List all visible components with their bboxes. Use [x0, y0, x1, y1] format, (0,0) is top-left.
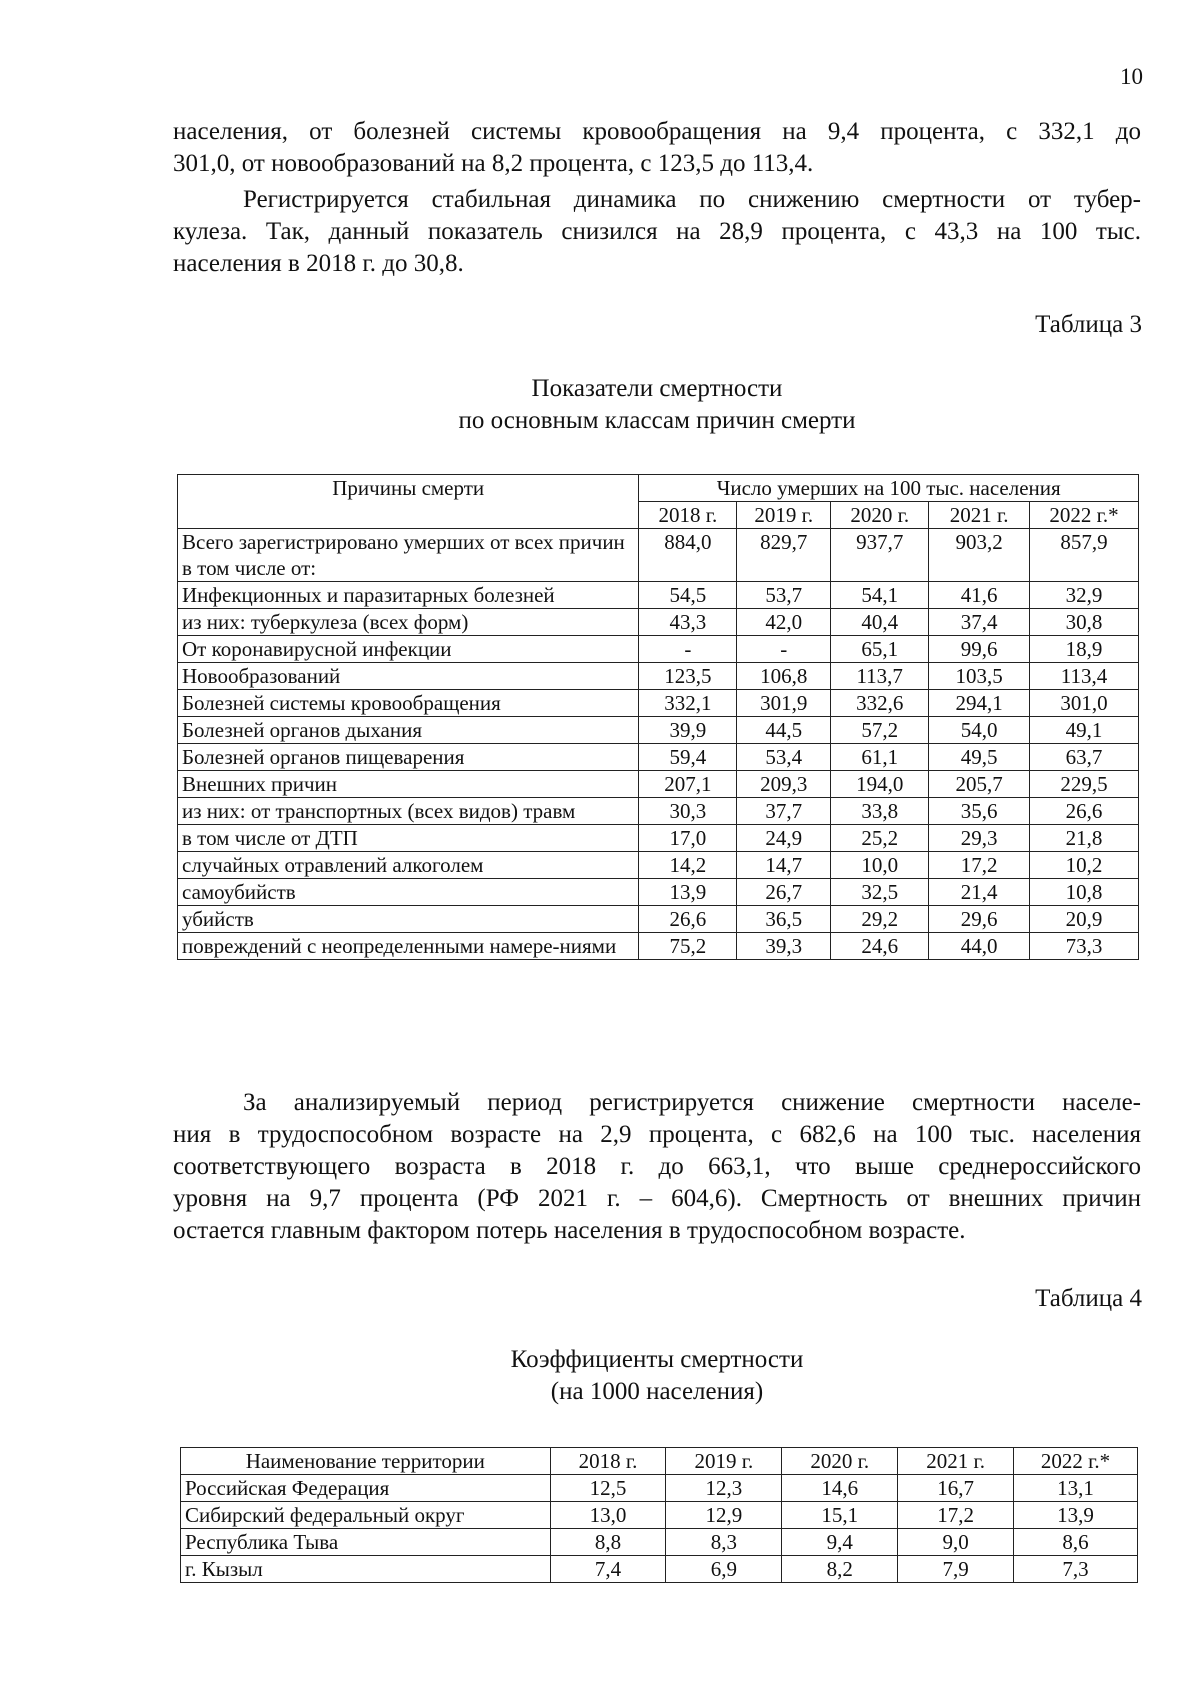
- value-cell: 36,5: [737, 906, 831, 933]
- header-group: Число умерших на 100 тыс. населения: [639, 475, 1139, 502]
- title-line: Показатели смертности: [531, 375, 783, 402]
- cause-name: самоубийств: [178, 879, 639, 906]
- value-cell: 17,2: [929, 852, 1030, 879]
- cause-name: из них: туберкулеза (всех форм): [178, 609, 639, 636]
- cause-name: Инфекционных и паразитарных болезней: [178, 582, 639, 609]
- value-cell: 8,2: [782, 1556, 898, 1583]
- value-cell: 209,3: [737, 771, 831, 798]
- table-row: [178, 798, 1139, 825]
- value-cell: 17,2: [898, 1502, 1014, 1529]
- value-cell: 49,5: [929, 744, 1030, 771]
- value-cell: 61,1: [831, 744, 929, 771]
- year-header: 2021 г.: [929, 502, 1030, 529]
- table-3-title: [173, 373, 1141, 437]
- table-row: [178, 933, 1139, 960]
- table-4-label: Таблица 4: [1035, 1285, 1142, 1312]
- table-row: [178, 906, 1139, 933]
- value-cell: 7,4: [550, 1556, 666, 1583]
- cause-name: в том числе от ДТП: [178, 825, 639, 852]
- table-row: [178, 609, 1139, 636]
- value-cell: 8,3: [666, 1529, 782, 1556]
- value-cell: 7,9: [898, 1556, 1014, 1583]
- table-4-title: [173, 1344, 1141, 1408]
- value-cell: 30,3: [639, 798, 737, 825]
- paragraph-line: остается главным фактором потерь населения в трудоспособном возрасте.: [173, 1217, 966, 1244]
- value-cell: 903,2: [929, 529, 1030, 582]
- value-cell: 16,7: [898, 1475, 1014, 1502]
- value-cell: 54,5: [639, 582, 737, 609]
- value-cell: 37,7: [737, 798, 831, 825]
- paragraph-line: уровня на 9,7 процента (РФ 2021 г. – 604,6). Смертность от внешних причин: [173, 1185, 1141, 1212]
- year-header: 2018 г.: [550, 1448, 666, 1475]
- value-cell: 884,0: [639, 529, 737, 582]
- table-row: [178, 771, 1139, 798]
- value-cell: 301,0: [1030, 690, 1139, 717]
- value-cell: 301,9: [737, 690, 831, 717]
- value-cell: 35,6: [929, 798, 1030, 825]
- value-cell: 10,0: [831, 852, 929, 879]
- value-cell: 12,9: [666, 1502, 782, 1529]
- value-cell: 21,8: [1030, 825, 1139, 852]
- year-header: 2019 г.: [666, 1448, 782, 1475]
- value-cell: -: [737, 636, 831, 663]
- value-cell: 106,8: [737, 663, 831, 690]
- cause-name: Новообразований: [178, 663, 639, 690]
- table-row: [178, 744, 1139, 771]
- value-cell: 294,1: [929, 690, 1030, 717]
- value-cell: 103,5: [929, 663, 1030, 690]
- value-cell: 332,1: [639, 690, 737, 717]
- value-cell: 207,1: [639, 771, 737, 798]
- value-cell: 44,5: [737, 717, 831, 744]
- year-header: 2020 г.: [831, 502, 929, 529]
- table-row: [178, 529, 1139, 582]
- value-cell: 194,0: [831, 771, 929, 798]
- value-cell: 21,4: [929, 879, 1030, 906]
- value-cell: 26,6: [639, 906, 737, 933]
- cause-name: Внешних причин: [178, 771, 639, 798]
- value-cell: 49,1: [1030, 717, 1139, 744]
- cause-name: Болезней органов пищеварения: [178, 744, 639, 771]
- page-number: 10: [1120, 64, 1143, 89]
- value-cell: 53,4: [737, 744, 831, 771]
- value-cell: 18,9: [1030, 636, 1139, 663]
- value-cell: 14,6: [782, 1475, 898, 1502]
- value-cell: 65,1: [831, 636, 929, 663]
- value-cell: 8,6: [1014, 1529, 1138, 1556]
- table-row: [178, 879, 1139, 906]
- year-header: 2018 г.: [639, 502, 737, 529]
- title-line: (на 1000 населения): [550, 1378, 764, 1405]
- value-cell: 53,7: [737, 582, 831, 609]
- value-cell: 37,4: [929, 609, 1030, 636]
- value-cell: 24,6: [831, 933, 929, 960]
- value-cell: 332,6: [831, 690, 929, 717]
- value-cell: 39,9: [639, 717, 737, 744]
- value-cell: 17,0: [639, 825, 737, 852]
- table-row: [178, 636, 1139, 663]
- table-3-label: Таблица 3: [1035, 311, 1142, 338]
- value-cell: 43,3: [639, 609, 737, 636]
- value-cell: 20,9: [1030, 906, 1139, 933]
- paragraph-line: населения, от болезней системы кровообращения на 9,4 процента, с 332,1 до: [173, 118, 1141, 145]
- paragraph-2: [173, 184, 1141, 280]
- table-row: [178, 852, 1139, 879]
- paragraph-line: 301,0, от новообразований на 8,2 процента, с 123,5 до 113,4.: [173, 150, 814, 177]
- header-causes: Причины смерти: [178, 475, 639, 529]
- value-cell: 113,7: [831, 663, 929, 690]
- value-cell: 14,7: [737, 852, 831, 879]
- title-line: Коэффициенты смертности: [510, 1346, 804, 1373]
- territory-name: Республика Тыва: [181, 1529, 551, 1556]
- value-cell: 59,4: [639, 744, 737, 771]
- paragraph-line: За анализируемый период регистрируется снижение смертности населе-: [243, 1089, 1141, 1116]
- table-row: [181, 1556, 1138, 1583]
- value-cell: 205,7: [929, 771, 1030, 798]
- value-cell: 9,0: [898, 1529, 1014, 1556]
- value-cell: 54,1: [831, 582, 929, 609]
- year-header: 2022 г.*: [1014, 1448, 1138, 1475]
- value-cell: 857,9: [1030, 529, 1139, 582]
- paragraph-3: [173, 1087, 1141, 1247]
- table-row: [178, 582, 1139, 609]
- value-cell: 30,8: [1030, 609, 1139, 636]
- value-cell: 73,3: [1030, 933, 1139, 960]
- value-cell: 41,6: [929, 582, 1030, 609]
- year-header: 2019 г.: [737, 502, 831, 529]
- cause-name: убийств: [178, 906, 639, 933]
- paragraph-line: Регистрируется стабильная динамика по снижению смертности от тубер-: [243, 186, 1141, 213]
- value-cell: 39,3: [737, 933, 831, 960]
- paragraph-1: [173, 116, 1141, 180]
- value-cell: -: [639, 636, 737, 663]
- header-territory: Наименование территории: [181, 1448, 551, 1475]
- value-cell: 13,9: [1014, 1502, 1138, 1529]
- territory-name: Сибирский федеральный округ: [181, 1502, 551, 1529]
- value-cell: 113,4: [1030, 663, 1139, 690]
- value-cell: 29,6: [929, 906, 1030, 933]
- value-cell: 54,0: [929, 717, 1030, 744]
- value-cell: 229,5: [1030, 771, 1139, 798]
- value-cell: 15,1: [782, 1502, 898, 1529]
- value-cell: 44,0: [929, 933, 1030, 960]
- year-header: 2020 г.: [782, 1448, 898, 1475]
- value-cell: 33,8: [831, 798, 929, 825]
- value-cell: 25,2: [831, 825, 929, 852]
- paragraph-line: кулеза. Так, данный показатель снизился на 28,9 процента, с 43,3 на 100 тыс.: [173, 218, 1141, 245]
- value-cell: 32,5: [831, 879, 929, 906]
- value-cell: 57,2: [831, 717, 929, 744]
- value-cell: 123,5: [639, 663, 737, 690]
- paragraph-line: ния в трудоспособном возрасте на 2,9 процента, с 682,6 на 100 тыс. населения: [173, 1121, 1141, 1148]
- value-cell: 75,2: [639, 933, 737, 960]
- value-cell: 26,7: [737, 879, 831, 906]
- value-cell: 937,7: [831, 529, 929, 582]
- value-cell: 7,3: [1014, 1556, 1138, 1583]
- year-header: 2021 г.: [898, 1448, 1014, 1475]
- value-cell: 10,2: [1030, 852, 1139, 879]
- value-cell: 12,3: [666, 1475, 782, 1502]
- table-row: [181, 1502, 1138, 1529]
- year-header: 2022 г.*: [1030, 502, 1139, 529]
- value-cell: 13,1: [1014, 1475, 1138, 1502]
- cause-name: От коронавирусной инфекции: [178, 636, 639, 663]
- cause-name: из них: от транспортных (всех видов) травм: [178, 798, 639, 825]
- value-cell: 6,9: [666, 1556, 782, 1583]
- value-cell: 29,3: [929, 825, 1030, 852]
- cause-name: повреждений с неопределенными намере-ниями: [178, 933, 639, 960]
- value-cell: 9,4: [782, 1529, 898, 1556]
- cause-name: Болезней органов дыхания: [178, 717, 639, 744]
- mortality-coefficients-table: [180, 1447, 1138, 1583]
- table-row: [178, 717, 1139, 744]
- value-cell: 8,8: [550, 1529, 666, 1556]
- value-cell: 13,0: [550, 1502, 666, 1529]
- title-line: по основным классам причин смерти: [458, 407, 856, 434]
- value-cell: 32,9: [1030, 582, 1139, 609]
- value-cell: 29,2: [831, 906, 929, 933]
- cause-name: Всего зарегистрировано умерших от всех причин в том числе от:: [178, 529, 639, 582]
- value-cell: 40,4: [831, 609, 929, 636]
- value-cell: 63,7: [1030, 744, 1139, 771]
- value-cell: 13,9: [639, 879, 737, 906]
- table-row: [178, 663, 1139, 690]
- value-cell: 24,9: [737, 825, 831, 852]
- value-cell: 10,8: [1030, 879, 1139, 906]
- value-cell: 26,6: [1030, 798, 1139, 825]
- value-cell: 829,7: [737, 529, 831, 582]
- value-cell: 99,6: [929, 636, 1030, 663]
- table-row: [178, 825, 1139, 852]
- paragraph-line: соответствующего возраста в 2018 г. до 663,1, что выше среднероссийского: [173, 1153, 1141, 1180]
- value-cell: 12,5: [550, 1475, 666, 1502]
- value-cell: 14,2: [639, 852, 737, 879]
- mortality-causes-table: [177, 474, 1139, 960]
- paragraph-line: населения в 2018 г. до 30,8.: [173, 250, 464, 277]
- table-row: [181, 1475, 1138, 1502]
- table-row: [181, 1529, 1138, 1556]
- value-cell: 42,0: [737, 609, 831, 636]
- cause-name: Болезней системы кровообращения: [178, 690, 639, 717]
- table-row: [178, 690, 1139, 717]
- territory-name: Российская Федерация: [181, 1475, 551, 1502]
- territory-name: г. Кызыл: [181, 1556, 551, 1583]
- cause-name: случайных отравлений алкоголем: [178, 852, 639, 879]
